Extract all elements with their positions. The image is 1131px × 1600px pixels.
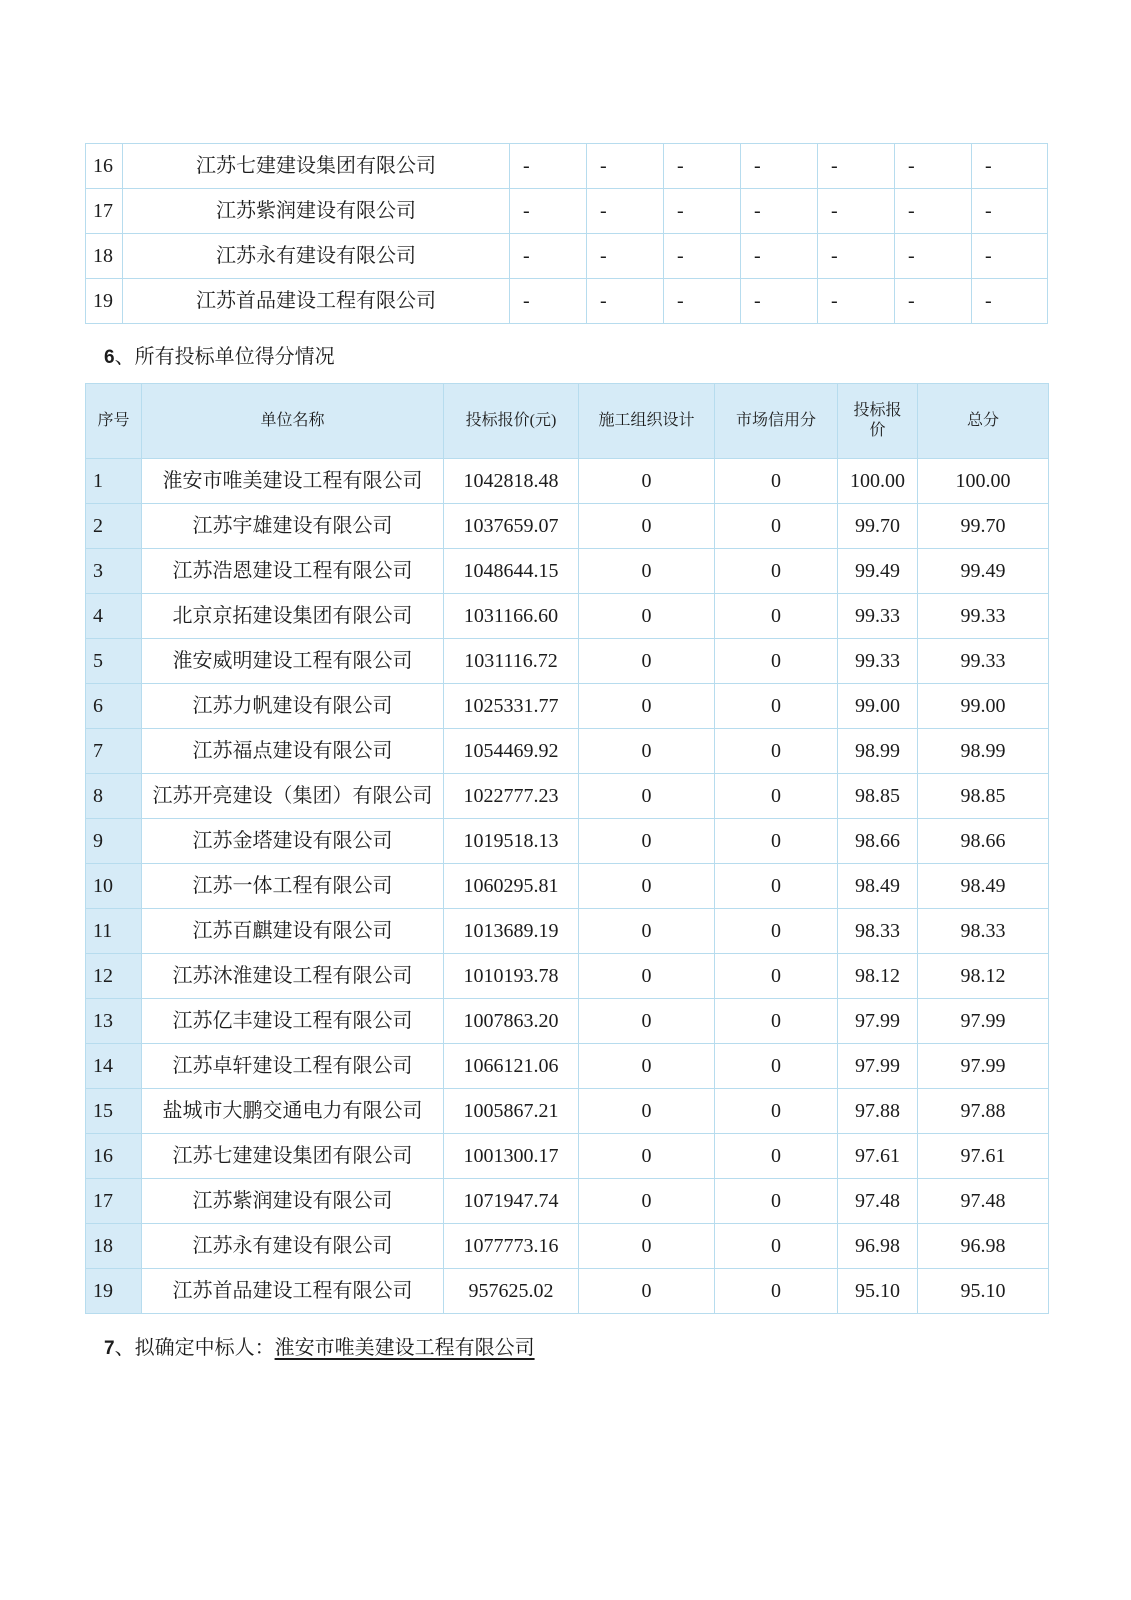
company-name-cell: 江苏宇雄建设有限公司 bbox=[142, 504, 444, 549]
construction-design-score-cell: 0 bbox=[579, 1134, 715, 1179]
company-name-cell: 江苏福点建设有限公司 bbox=[142, 729, 444, 774]
construction-design-score-cell: 0 bbox=[579, 1089, 715, 1134]
score-table-body bbox=[86, 459, 1049, 1314]
serial-cell: 8 bbox=[86, 774, 142, 819]
table-row bbox=[86, 459, 1049, 504]
price-score-cell: 96.98 bbox=[838, 1224, 918, 1269]
table-row bbox=[86, 189, 1048, 234]
market-credit-score-cell: 0 bbox=[715, 864, 838, 909]
serial-cell: 17 bbox=[86, 1179, 142, 1224]
total-score-cell: 99.70 bbox=[918, 504, 1049, 549]
bid-price-cell: 1019518.13 bbox=[444, 819, 579, 864]
serial-cell: 2 bbox=[86, 504, 142, 549]
bid-price-cell: 1025331.77 bbox=[444, 684, 579, 729]
section-6-number: 6 bbox=[104, 347, 115, 368]
serial-cell: 13 bbox=[86, 999, 142, 1044]
bid-price-cell: 1060295.81 bbox=[444, 864, 579, 909]
company-name-cell: 江苏七建建设集团有限公司 bbox=[142, 1134, 444, 1179]
construction-design-score-cell: 0 bbox=[579, 999, 715, 1044]
bid-price-cell: 1042818.48 bbox=[444, 459, 579, 504]
total-score-cell: 98.12 bbox=[918, 954, 1049, 999]
construction-design-score-cell: 0 bbox=[579, 549, 715, 594]
total-score-cell: 99.00 bbox=[918, 684, 1049, 729]
bid-price-cell: 1007863.20 bbox=[444, 999, 579, 1044]
price-score-cell: 99.00 bbox=[838, 684, 918, 729]
empty-value-cell: - bbox=[972, 234, 1048, 279]
serial-cell: 14 bbox=[86, 1044, 142, 1089]
price-score-cell: 97.99 bbox=[838, 999, 918, 1044]
score-table-header-row bbox=[86, 384, 1049, 459]
price-score-cell: 99.33 bbox=[838, 594, 918, 639]
column-header-construction-design-score: 施工组织设计 bbox=[579, 384, 715, 459]
total-score-cell: 98.33 bbox=[918, 909, 1049, 954]
table-row bbox=[86, 819, 1049, 864]
empty-value-cell: - bbox=[510, 144, 587, 189]
market-credit-score-cell: 0 bbox=[715, 729, 838, 774]
qualification-table-body bbox=[86, 144, 1048, 324]
table-row bbox=[86, 909, 1049, 954]
total-score-cell: 97.48 bbox=[918, 1179, 1049, 1224]
company-name-cell: 江苏七建建设集团有限公司 bbox=[123, 144, 510, 189]
bid-price-cell: 1037659.07 bbox=[444, 504, 579, 549]
serial-cell: 5 bbox=[86, 639, 142, 684]
score-table bbox=[85, 383, 1049, 1314]
empty-value-cell: - bbox=[818, 234, 895, 279]
total-score-cell: 97.99 bbox=[918, 999, 1049, 1044]
market-credit-score-cell: 0 bbox=[715, 1134, 838, 1179]
table-row bbox=[86, 594, 1049, 639]
market-credit-score-cell: 0 bbox=[715, 684, 838, 729]
empty-value-cell: - bbox=[510, 234, 587, 279]
total-score-cell: 98.49 bbox=[918, 864, 1049, 909]
company-name-cell: 江苏永有建设有限公司 bbox=[142, 1224, 444, 1269]
bid-price-cell: 1031116.72 bbox=[444, 639, 579, 684]
section-7-label: 、拟确定中标人： bbox=[114, 1337, 275, 1359]
table-row bbox=[86, 774, 1049, 819]
total-score-cell: 97.61 bbox=[918, 1134, 1049, 1179]
price-score-cell: 95.10 bbox=[838, 1269, 918, 1314]
table-row bbox=[86, 729, 1049, 774]
company-name-cell: 江苏紫润建设有限公司 bbox=[142, 1179, 444, 1224]
market-credit-score-cell: 0 bbox=[715, 1179, 838, 1224]
construction-design-score-cell: 0 bbox=[579, 819, 715, 864]
construction-design-score-cell: 0 bbox=[579, 729, 715, 774]
serial-cell: 1 bbox=[86, 459, 142, 504]
serial-cell: 11 bbox=[86, 909, 142, 954]
market-credit-score-cell: 0 bbox=[715, 819, 838, 864]
price-score-cell: 99.49 bbox=[838, 549, 918, 594]
empty-value-cell: - bbox=[587, 189, 664, 234]
total-score-cell: 96.98 bbox=[918, 1224, 1049, 1269]
serial-cell: 10 bbox=[86, 864, 142, 909]
empty-value-cell: - bbox=[895, 189, 972, 234]
empty-value-cell: - bbox=[895, 279, 972, 324]
bid-price-cell: 1071947.74 bbox=[444, 1179, 579, 1224]
company-name-cell: 江苏卓轩建设工程有限公司 bbox=[142, 1044, 444, 1089]
empty-value-cell: - bbox=[895, 144, 972, 189]
company-name-cell: 淮安市唯美建设工程有限公司 bbox=[142, 459, 444, 504]
bid-price-cell: 1001300.17 bbox=[444, 1134, 579, 1179]
serial-cell: 12 bbox=[86, 954, 142, 999]
market-credit-score-cell: 0 bbox=[715, 549, 838, 594]
construction-design-score-cell: 0 bbox=[579, 504, 715, 549]
bid-price-cell: 1010193.78 bbox=[444, 954, 579, 999]
market-credit-score-cell: 0 bbox=[715, 954, 838, 999]
market-credit-score-cell: 0 bbox=[715, 1269, 838, 1314]
table-row bbox=[86, 1224, 1049, 1269]
serial-cell: 16 bbox=[86, 144, 123, 189]
empty-value-cell: - bbox=[818, 144, 895, 189]
column-header-total-score: 总分 bbox=[918, 384, 1049, 459]
company-name-cell: 江苏首品建设工程有限公司 bbox=[123, 279, 510, 324]
company-name-cell: 江苏首品建设工程有限公司 bbox=[142, 1269, 444, 1314]
company-name-cell: 江苏紫润建设有限公司 bbox=[123, 189, 510, 234]
empty-value-cell: - bbox=[587, 279, 664, 324]
bid-price-cell: 1048644.15 bbox=[444, 549, 579, 594]
price-score-cell: 97.61 bbox=[838, 1134, 918, 1179]
empty-value-cell: - bbox=[741, 279, 818, 324]
price-score-cell: 98.33 bbox=[838, 909, 918, 954]
company-name-cell: 北京京拓建设集团有限公司 bbox=[142, 594, 444, 639]
serial-cell: 7 bbox=[86, 729, 142, 774]
serial-cell: 19 bbox=[86, 279, 123, 324]
table-row bbox=[86, 1134, 1049, 1179]
empty-value-cell: - bbox=[741, 144, 818, 189]
construction-design-score-cell: 0 bbox=[579, 594, 715, 639]
total-score-cell: 99.49 bbox=[918, 549, 1049, 594]
empty-value-cell: - bbox=[587, 144, 664, 189]
construction-design-score-cell: 0 bbox=[579, 1044, 715, 1089]
company-name-cell: 江苏沐淮建设工程有限公司 bbox=[142, 954, 444, 999]
construction-design-score-cell: 0 bbox=[579, 639, 715, 684]
column-header-market-credit-score: 市场信用分 bbox=[715, 384, 838, 459]
table-row bbox=[86, 1044, 1049, 1089]
table-row bbox=[86, 639, 1049, 684]
table-row bbox=[86, 954, 1049, 999]
serial-cell: 15 bbox=[86, 1089, 142, 1134]
market-credit-score-cell: 0 bbox=[715, 774, 838, 819]
serial-cell: 18 bbox=[86, 1224, 142, 1269]
total-score-cell: 99.33 bbox=[918, 594, 1049, 639]
table-row bbox=[86, 549, 1049, 594]
bid-price-cell: 1077773.16 bbox=[444, 1224, 579, 1269]
market-credit-score-cell: 0 bbox=[715, 1224, 838, 1269]
total-score-cell: 97.99 bbox=[918, 1044, 1049, 1089]
price-score-cell: 98.99 bbox=[838, 729, 918, 774]
empty-value-cell: - bbox=[664, 234, 741, 279]
empty-value-cell: - bbox=[510, 189, 587, 234]
company-name-cell: 江苏力帆建设有限公司 bbox=[142, 684, 444, 729]
total-score-cell: 99.33 bbox=[918, 639, 1049, 684]
construction-design-score-cell: 0 bbox=[579, 1224, 715, 1269]
company-name-cell: 江苏永有建设有限公司 bbox=[123, 234, 510, 279]
bid-price-cell: 1005867.21 bbox=[444, 1089, 579, 1134]
empty-value-cell: - bbox=[818, 279, 895, 324]
table-row bbox=[86, 504, 1049, 549]
empty-value-cell: - bbox=[510, 279, 587, 324]
construction-design-score-cell: 0 bbox=[579, 1179, 715, 1224]
price-score-cell: 98.85 bbox=[838, 774, 918, 819]
serial-cell: 3 bbox=[86, 549, 142, 594]
construction-design-score-cell: 0 bbox=[579, 459, 715, 504]
price-score-cell: 98.66 bbox=[838, 819, 918, 864]
column-header-company-name: 单位名称 bbox=[142, 384, 444, 459]
table-row bbox=[86, 279, 1048, 324]
empty-value-cell: - bbox=[664, 279, 741, 324]
total-score-cell: 100.00 bbox=[918, 459, 1049, 504]
bid-price-cell: 1031166.60 bbox=[444, 594, 579, 639]
price-score-cell: 99.70 bbox=[838, 504, 918, 549]
price-score-cell: 100.00 bbox=[838, 459, 918, 504]
price-score-cell: 98.49 bbox=[838, 864, 918, 909]
market-credit-score-cell: 0 bbox=[715, 504, 838, 549]
empty-value-cell: - bbox=[972, 279, 1048, 324]
company-name-cell: 江苏亿丰建设工程有限公司 bbox=[142, 999, 444, 1044]
table-row bbox=[86, 684, 1049, 729]
market-credit-score-cell: 0 bbox=[715, 459, 838, 504]
price-score-cell: 97.88 bbox=[838, 1089, 918, 1134]
company-name-cell: 江苏开亮建设（集团）有限公司 bbox=[142, 774, 444, 819]
construction-design-score-cell: 0 bbox=[579, 684, 715, 729]
winner-company-name: 淮安市唯美建设工程有限公司 bbox=[274, 1337, 535, 1359]
table-row bbox=[86, 1089, 1049, 1134]
bid-price-cell: 957625.02 bbox=[444, 1269, 579, 1314]
serial-cell: 6 bbox=[86, 684, 142, 729]
company-name-cell: 江苏一体工程有限公司 bbox=[142, 864, 444, 909]
column-header-bid-price: 投标报价(元) bbox=[444, 384, 579, 459]
bid-price-cell: 1054469.92 bbox=[444, 729, 579, 774]
total-score-cell: 98.99 bbox=[918, 729, 1049, 774]
section-7-number: 7 bbox=[104, 1338, 115, 1359]
section-6-heading bbox=[104, 340, 335, 369]
qualification-table bbox=[85, 143, 1048, 324]
bid-price-cell: 1066121.06 bbox=[444, 1044, 579, 1089]
construction-design-score-cell: 0 bbox=[579, 954, 715, 999]
price-score-cell: 97.99 bbox=[838, 1044, 918, 1089]
empty-value-cell: - bbox=[741, 189, 818, 234]
empty-value-cell: - bbox=[972, 189, 1048, 234]
company-name-cell: 盐城市大鹏交通电力有限公司 bbox=[142, 1089, 444, 1134]
table-row bbox=[86, 999, 1049, 1044]
empty-value-cell: - bbox=[972, 144, 1048, 189]
table-row bbox=[86, 144, 1048, 189]
empty-value-cell: - bbox=[664, 144, 741, 189]
serial-cell: 18 bbox=[86, 234, 123, 279]
company-name-cell: 江苏百麒建设有限公司 bbox=[142, 909, 444, 954]
bid-price-cell: 1013689.19 bbox=[444, 909, 579, 954]
serial-cell: 16 bbox=[86, 1134, 142, 1179]
empty-value-cell: - bbox=[587, 234, 664, 279]
empty-value-cell: - bbox=[818, 189, 895, 234]
price-score-cell: 97.48 bbox=[838, 1179, 918, 1224]
table-row bbox=[86, 234, 1048, 279]
table-row bbox=[86, 1179, 1049, 1224]
market-credit-score-cell: 0 bbox=[715, 909, 838, 954]
serial-cell: 19 bbox=[86, 1269, 142, 1314]
market-credit-score-cell: 0 bbox=[715, 999, 838, 1044]
empty-value-cell: - bbox=[664, 189, 741, 234]
section-7-heading bbox=[104, 1331, 535, 1360]
column-header-price-score: 投标报价 bbox=[838, 384, 918, 459]
price-score-cell: 99.33 bbox=[838, 639, 918, 684]
serial-cell: 17 bbox=[86, 189, 123, 234]
total-score-cell: 98.85 bbox=[918, 774, 1049, 819]
market-credit-score-cell: 0 bbox=[715, 1089, 838, 1134]
serial-cell: 9 bbox=[86, 819, 142, 864]
company-name-cell: 淮安威明建设工程有限公司 bbox=[142, 639, 444, 684]
empty-value-cell: - bbox=[741, 234, 818, 279]
table-row bbox=[86, 1269, 1049, 1314]
company-name-cell: 江苏金塔建设有限公司 bbox=[142, 819, 444, 864]
company-name-cell: 江苏浩恩建设工程有限公司 bbox=[142, 549, 444, 594]
construction-design-score-cell: 0 bbox=[579, 1269, 715, 1314]
market-credit-score-cell: 0 bbox=[715, 1044, 838, 1089]
section-6-title: 、所有投标单位得分情况 bbox=[114, 346, 335, 368]
market-credit-score-cell: 0 bbox=[715, 594, 838, 639]
construction-design-score-cell: 0 bbox=[579, 864, 715, 909]
price-score-cell: 98.12 bbox=[838, 954, 918, 999]
serial-cell: 4 bbox=[86, 594, 142, 639]
construction-design-score-cell: 0 bbox=[579, 774, 715, 819]
bid-price-cell: 1022777.23 bbox=[444, 774, 579, 819]
market-credit-score-cell: 0 bbox=[715, 639, 838, 684]
total-score-cell: 98.66 bbox=[918, 819, 1049, 864]
total-score-cell: 95.10 bbox=[918, 1269, 1049, 1314]
table-row bbox=[86, 864, 1049, 909]
total-score-cell: 97.88 bbox=[918, 1089, 1049, 1134]
construction-design-score-cell: 0 bbox=[579, 909, 715, 954]
column-header-serial: 序号 bbox=[86, 384, 142, 459]
empty-value-cell: - bbox=[895, 234, 972, 279]
